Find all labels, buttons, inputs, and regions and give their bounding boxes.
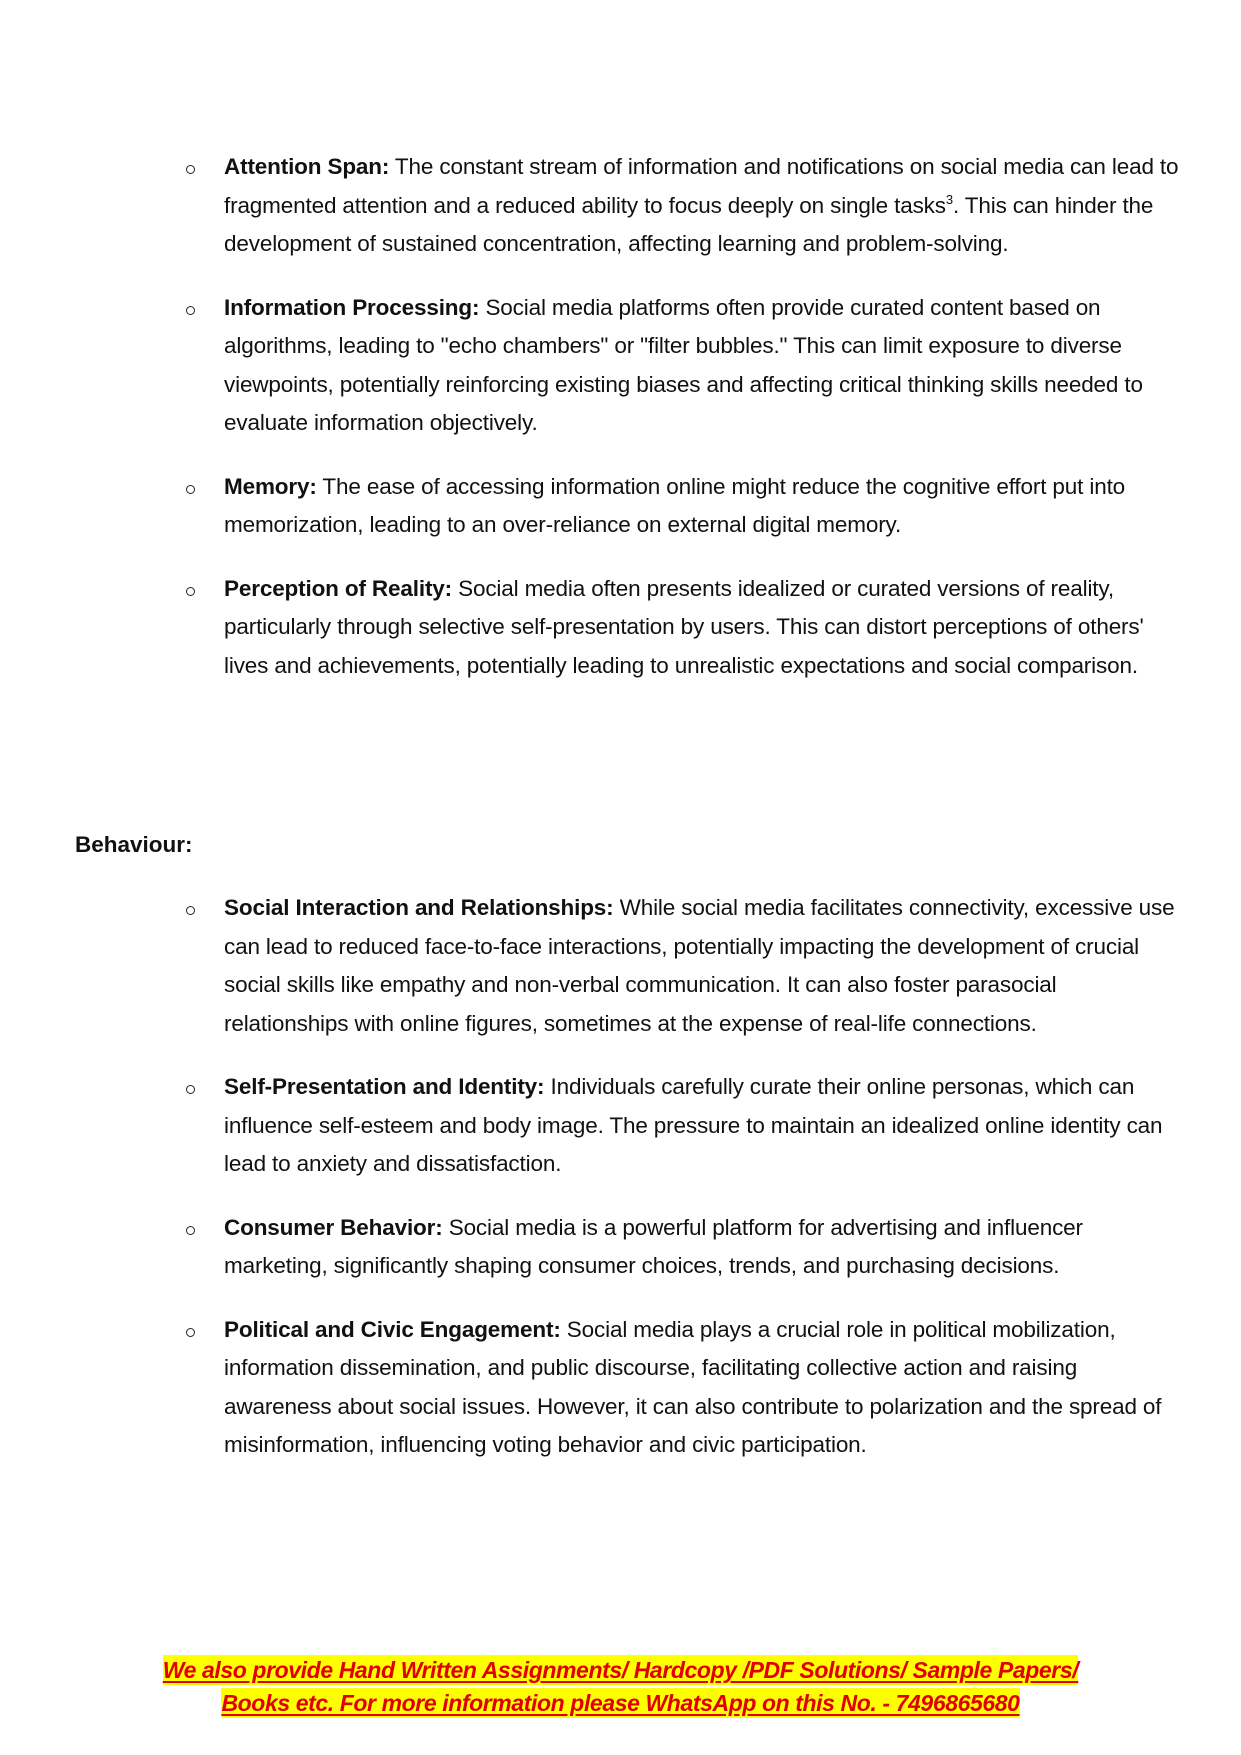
item-title: Self-Presentation and Identity: xyxy=(224,1074,545,1099)
item-title: Political and Civic Engagement: xyxy=(224,1316,561,1342)
footer-promo xyxy=(0,1654,1241,1720)
hollow-bullet-icon xyxy=(186,306,195,315)
item-text: Social media plays a crucial role in political mobilization, information dissemination, and public discourse, facilitating collective action and raising awareness about social issues. However, it can also contribute to polarization and the spread of misinformation, influencing voting behavior and civic participation. xyxy=(224,1316,1162,1457)
item-title: Social Interaction and Relationships: xyxy=(224,895,614,920)
footnote-reference: 3 xyxy=(945,191,953,207)
list-item-social-interaction xyxy=(0,889,1241,1043)
cognition-list xyxy=(0,148,1241,685)
hollow-bullet-icon xyxy=(186,1226,195,1235)
hollow-bullet-icon xyxy=(186,165,195,174)
item-text: While social media facilitates connectivity, excessive use can lead to reduced face-to-face interactions, potentially impacting the development of crucial social skills like empathy and non-verbal communication. It can also foster parasocial relationships with online figures, sometimes at the expense of real-life connections. xyxy=(224,895,1175,1036)
item-title: Attention Span: xyxy=(224,154,390,179)
item-title: Consumer Behavior: xyxy=(224,1214,443,1240)
item-text: Social media is a powerful platform for advertising and influencer marketing, significantly shaping consumer choices, trends, and purchasing decisions. xyxy=(224,1214,1083,1278)
hollow-bullet-icon xyxy=(186,587,195,596)
hollow-bullet-icon xyxy=(186,485,195,494)
list-item-consumer-behavior xyxy=(0,1209,1241,1286)
footer-promo-line-1: We also provide Hand Written Assignments/ Hardcopy /PDF Solutions/ Sample Papers/ xyxy=(162,1657,1079,1683)
hollow-bullet-icon xyxy=(186,906,195,915)
item-text: The ease of accessing information online might reduce the cognitive effort put into memorization, leading to an over-reliance on external digital memory. xyxy=(224,473,1126,537)
item-title: Perception of Reality: xyxy=(224,575,452,601)
list-item-information-processing xyxy=(0,289,1241,443)
hollow-bullet-icon xyxy=(186,1085,195,1094)
list-item-self-presentation xyxy=(0,1068,1241,1184)
list-item-attention-span xyxy=(0,148,1241,264)
footer-promo-line-2: Books etc. For more information please WhatsApp on this No. - 7496865680 xyxy=(221,1690,1020,1716)
list-item-memory xyxy=(0,468,1241,545)
item-text: Social media often presents idealized or curated versions of reality, particularly through selective self-presentation by users. This can distort perceptions of others' lives and achievements, potentially leading to unrealistic expectations and social comparison. xyxy=(224,575,1144,678)
item-title: Information Processing: xyxy=(224,294,480,320)
list-item-perception-of-reality xyxy=(0,570,1241,686)
hollow-bullet-icon xyxy=(186,1328,195,1337)
behaviour-list xyxy=(0,889,1241,1465)
item-text: Individuals carefully curate their online personas, which can influence self-esteem and body image. The pressure to maintain an idealized online identity can lead to anxiety and dissatisfaction. xyxy=(224,1074,1163,1176)
item-text-continued: . This can hinder the development of sustained concentration, affecting learning and problem-solving. xyxy=(224,192,1154,256)
list-item-political-engagement xyxy=(0,1311,1241,1465)
item-text: The constant stream of information and notifications on social media can lead to fragmented attention and a reduced ability to focus deeply on single tasks xyxy=(224,154,1179,218)
section-heading-behaviour: Behaviour: xyxy=(75,832,193,857)
item-title: Memory: xyxy=(224,473,317,499)
item-text: Social media platforms often provide curated content based on algorithms, leading to "echo chambers" or "filter bubbles." This can limit exposure to diverse viewpoints, potentially reinforcing existing biases and affecting critical thinking skills needed to evaluate information objectively. xyxy=(224,294,1143,435)
